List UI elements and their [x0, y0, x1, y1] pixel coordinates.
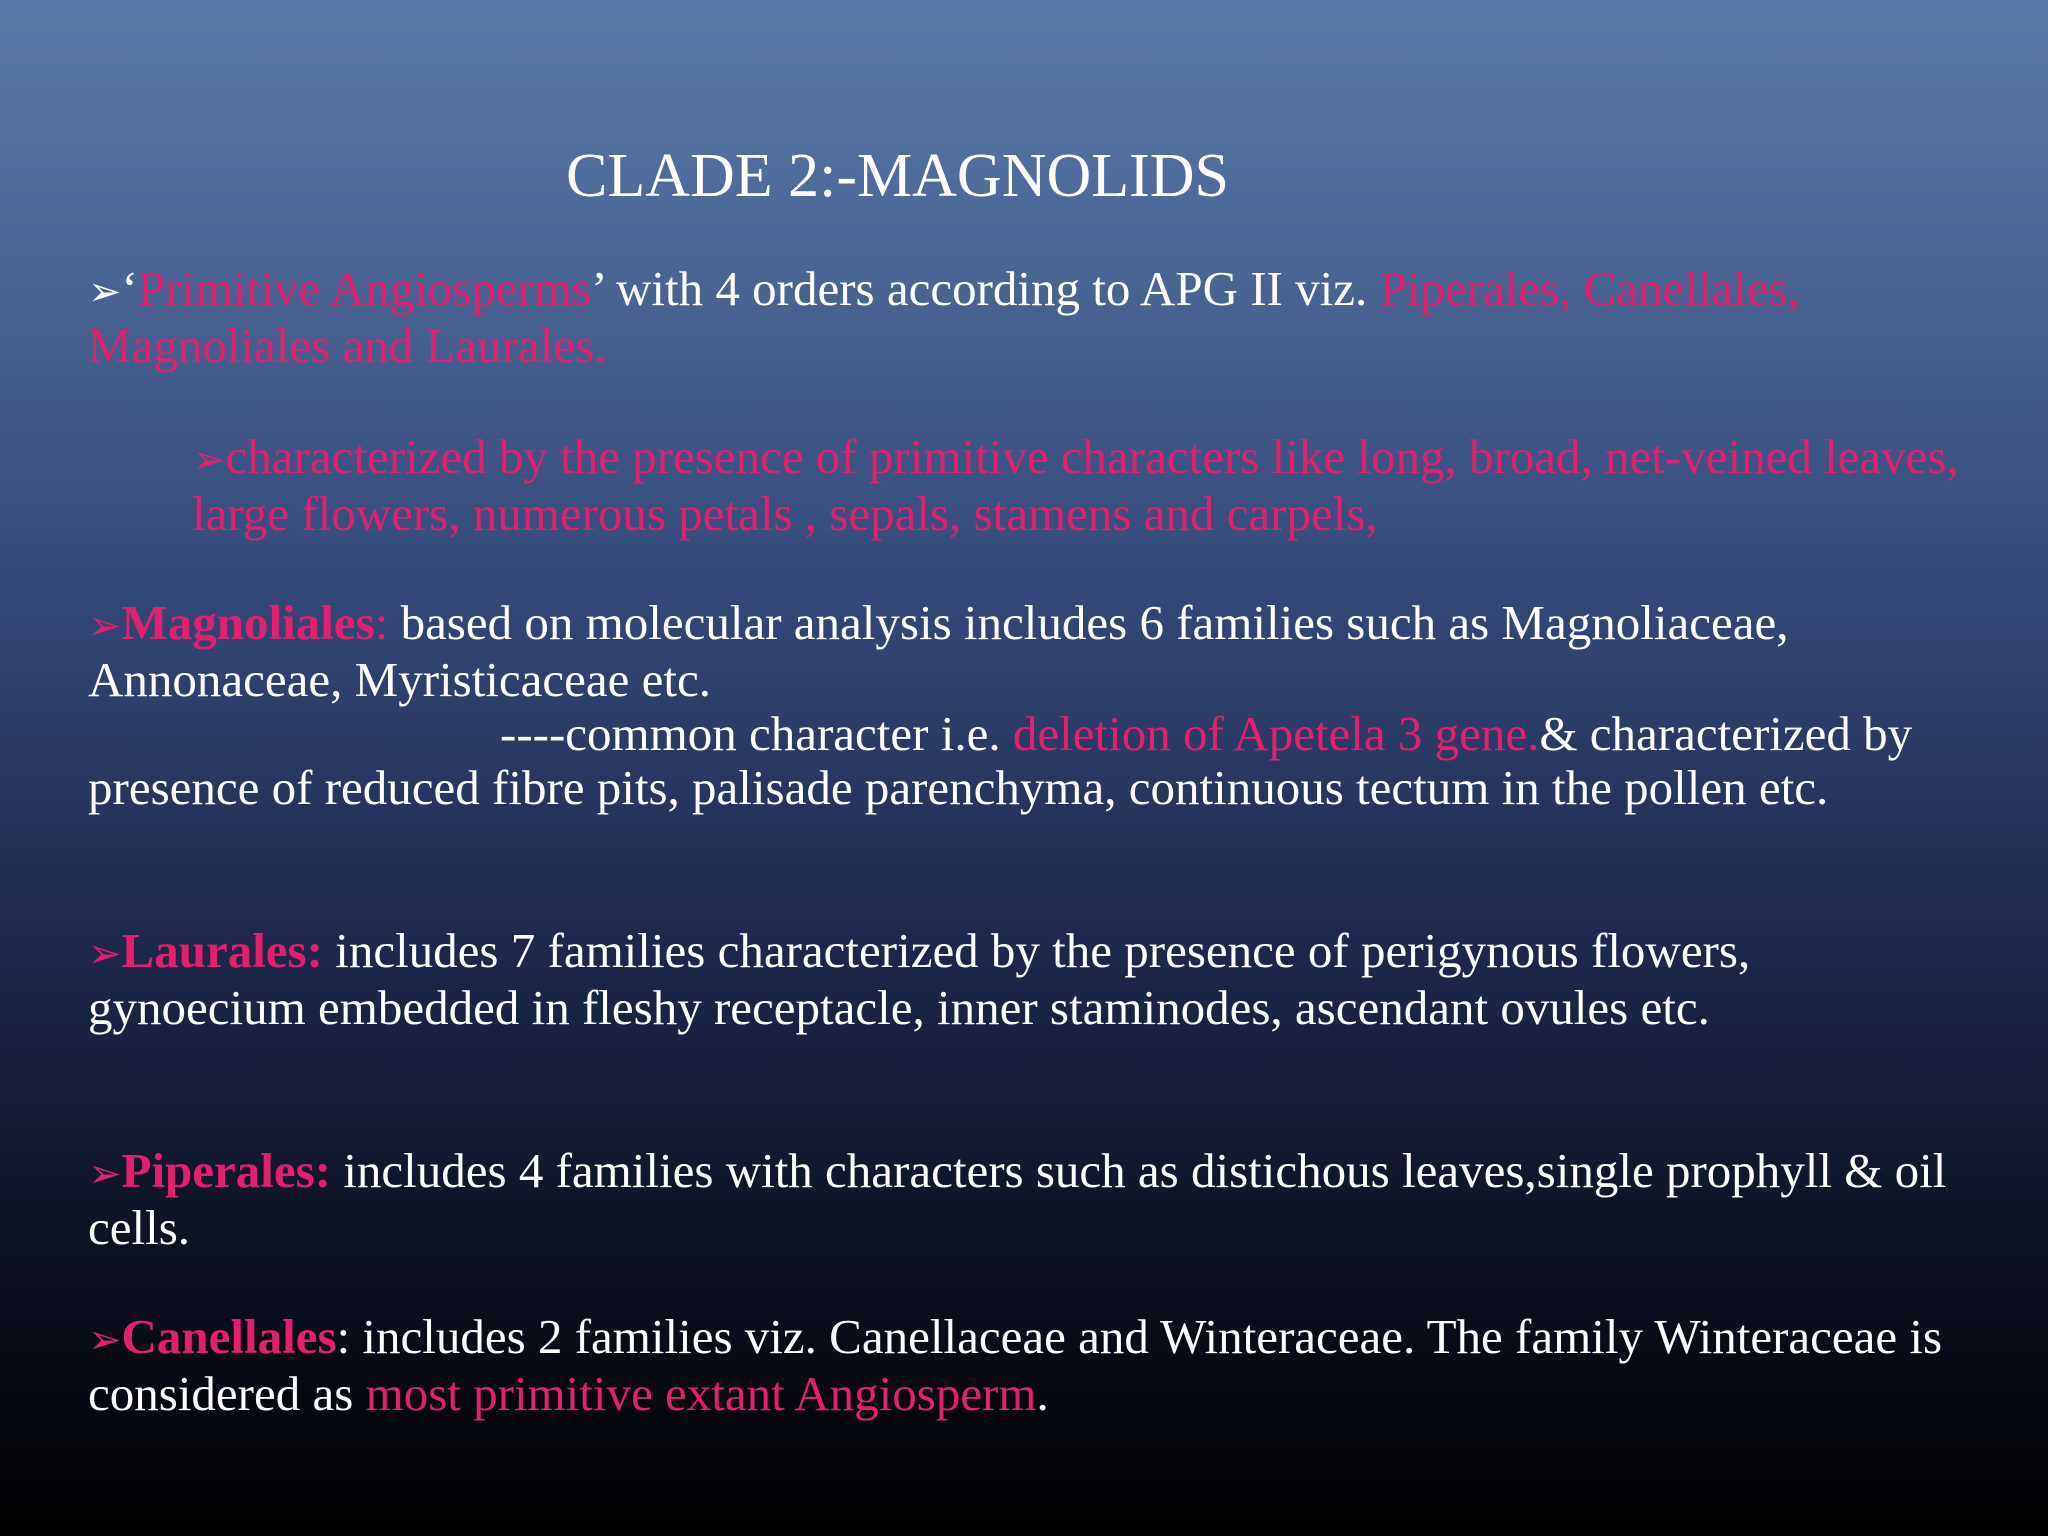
magnoliales-text1: based on molecular analysis includes 6 families such as Magnoliaceae, Annonaceae, Myristicaceae etc. [88, 595, 1789, 707]
intro-term: Primitive Angiosperms [137, 261, 592, 316]
arrow-bullet-icon: ➢ [88, 1317, 122, 1363]
arrow-bullet-icon: ➢ [88, 1151, 122, 1197]
arrow-bullet-icon: ➢ [88, 931, 122, 977]
magnoliales-name: Magnoliales [121, 595, 375, 650]
piperales-name: Piperales: [121, 1143, 332, 1198]
laurales-text: includes 7 families characterized by the presence of perigynous flowers, gynoecium embedded in fleshy receptacle, inner staminodes, ascendant ovules etc. [88, 923, 1751, 1035]
magnoliales-colon: : [374, 595, 389, 650]
magnoliales-text2: ----common character i.e. [500, 706, 1013, 761]
intro-open-quote: ‘ [121, 261, 138, 316]
arrow-bullet-icon: ➢ [192, 437, 226, 483]
laurales-name: Laurales: [121, 923, 323, 978]
canellales-paragraph [88, 1310, 1978, 1421]
magnoliales-text3: & characterized by presence of reduced fibre pits, palisade parenchyma, continuous tectum in the pollen etc. [88, 706, 1913, 815]
characters-text: characterized by the presence of primitive characters like long, broad, net-veined leaves, large flowers, numerous petals , sepals, stamens and carpels, [192, 429, 1959, 541]
magnoliales-highlight: deletion of Apetela 3 gene. [1012, 706, 1540, 761]
canellales-name: Canellales [121, 1309, 337, 1364]
characters-paragraph [192, 430, 1972, 541]
arrow-bullet-icon: ➢ [88, 603, 122, 649]
intro-paragraph [88, 262, 1978, 373]
magnoliales-paragraph [88, 596, 1978, 815]
intro-text: ’ with 4 orders according to APG II viz. [591, 261, 1380, 316]
canellales-text1: : includes 2 families viz. Canellaceae and Winteraceae. The family Winteraceae is considered as [88, 1309, 1943, 1421]
piperales-paragraph [88, 1144, 1978, 1255]
laurales-paragraph [88, 924, 1978, 1035]
canellales-text2: . [1036, 1366, 1049, 1421]
slide-title: CLADE 2:-MAGNOLIDS [566, 142, 1230, 210]
piperales-text: includes 4 families with characters such as distichous leaves,single prophyll & oil cells. [88, 1143, 1947, 1255]
arrow-bullet-icon: ➢ [88, 269, 122, 315]
canellales-highlight: most primitive extant Angiosperm [365, 1366, 1037, 1421]
intro-orders: Piperales, Canellales, Magnoliales and Laurales. [88, 261, 1800, 373]
